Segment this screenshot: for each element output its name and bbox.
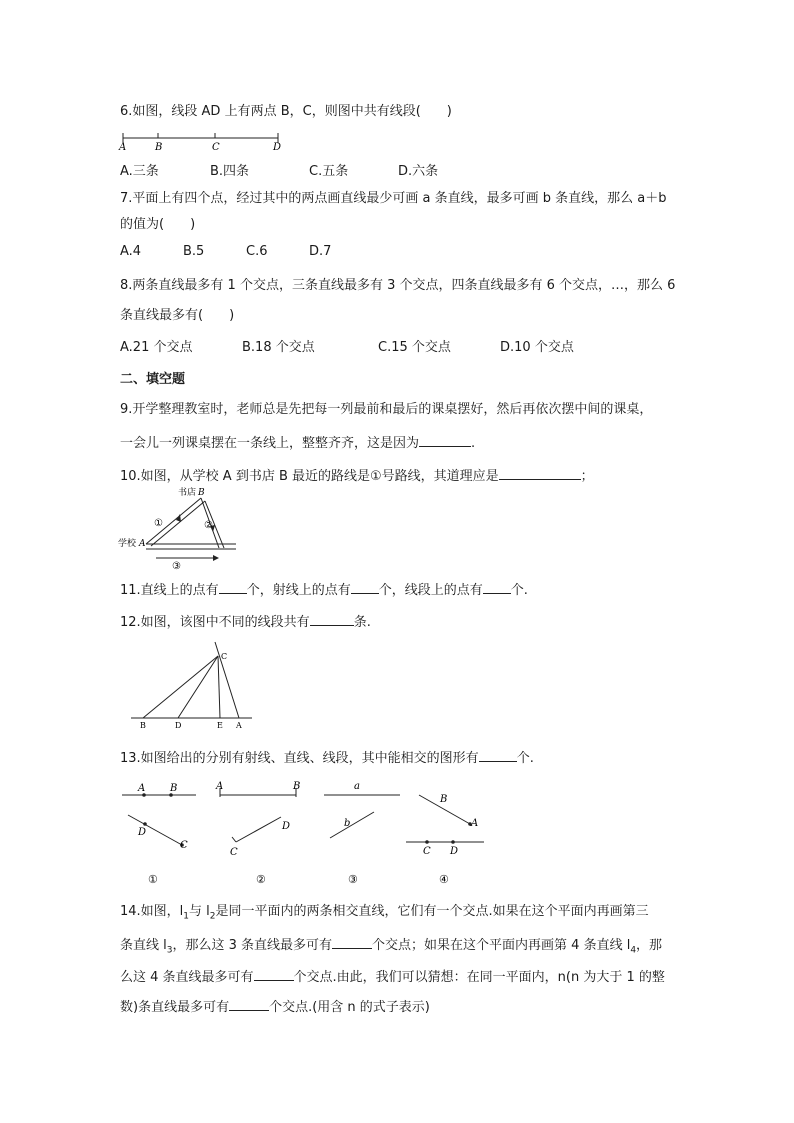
q14-l1-sub1: 1 [183, 911, 190, 922]
q13-answer-blank [479, 747, 517, 762]
q9-line1: 9.开学整理教室时，老师总是先把每一列最前和最后的课桌摆好，然后再依次摆中间的课桌， [120, 402, 653, 417]
q6-point-A: A [119, 142, 127, 153]
q13-caption-4: ④ [439, 873, 449, 886]
q6-option-b: B.四条 [210, 164, 250, 179]
q10-stem-text: 10.如图，从学校 A 到书店 B 最近的路线是①号路线，其道理应是 [120, 469, 499, 484]
q7-option-a: A.4 [120, 244, 142, 259]
q6-point-C: C [212, 142, 220, 153]
q6-point-D: D [273, 142, 282, 153]
q12-text-b: 条. [353, 615, 371, 630]
q10-answer-blank [499, 465, 581, 480]
q12-triangle-figure [128, 640, 258, 732]
q8-option-d: D.10 个交点 [500, 340, 574, 355]
q10-stem-end: ； [580, 469, 594, 484]
q11-blank-3 [483, 579, 511, 594]
q10-school-label: 学校 [118, 539, 137, 549]
q10-route-figure [118, 486, 238, 572]
q11-text-a: 11.直线上的点有 [120, 583, 219, 598]
q6-option-d: D.六条 [398, 164, 439, 179]
q13-f1-D: D [138, 827, 147, 838]
q13-f2-D: D [282, 821, 291, 832]
q14-l2-sub: 3 [166, 945, 173, 956]
q11-blank-1 [219, 579, 247, 594]
q11-blank-2 [351, 579, 379, 594]
q14-l1-a: 14.如图，l [120, 904, 184, 919]
q8-option-a: A.21 个交点 [120, 340, 193, 355]
section-heading-fill-blank: 二、填空题 [120, 372, 186, 387]
q14-l1-sub2: 2 [209, 911, 216, 922]
q14-line1 [120, 903, 649, 926]
q7-option-d: D.7 [309, 244, 332, 259]
q13-caption-3: ③ [348, 873, 358, 886]
q12-text-a: 12.如图，该图中不同的线段共有 [120, 615, 310, 630]
q7-line2: 的值为( ) [120, 217, 196, 232]
q12-point-A: A [236, 721, 242, 730]
q14-l2-d: ，那 [636, 938, 663, 953]
q12-point-E: E [217, 721, 223, 730]
q14-l4-a: 数)条直线最多可有 [120, 1000, 230, 1015]
q14-l2-a: 条直线 l [120, 938, 167, 953]
q14-l1-c: 是同一平面内的两条相交直线，它们有一个交点.如果在这个平面内再画第三 [215, 904, 649, 919]
q13-text-b: 个. [516, 751, 534, 766]
q6-option-a: A.三条 [120, 164, 159, 179]
q13-f4-C: C [423, 846, 431, 857]
q14-l2-b: ，那么这 3 条直线最多可有 [172, 938, 333, 953]
q11-stem [120, 579, 528, 600]
q14-l2-c: 个交点；如果在这个平面内再画第 4 条直线 l [372, 938, 631, 953]
q14-l3-a: 么这 4 条直线最多可有 [120, 970, 254, 985]
q13-f4-D: D [450, 846, 459, 857]
q9-answer-blank [419, 432, 471, 447]
q13-f3-a: a [354, 781, 360, 792]
q13-f1-B: B [170, 783, 178, 794]
q7-option-c: C.6 [246, 244, 268, 259]
q8-option-b: B.18 个交点 [242, 340, 315, 355]
q13-stem [120, 747, 534, 768]
q12-stem [120, 611, 371, 632]
q14-l2-sub2: 4 [630, 945, 637, 956]
q7-line1: 7.平面上有四个点，经过其中的两点画直线最少可画 a 条直线，最多可画 b 条直线，那么 a＋b [120, 191, 667, 206]
q14-line4 [120, 996, 430, 1017]
q12-point-C: C [221, 652, 228, 661]
q14-blank-1 [332, 934, 372, 949]
q13-caption-1: ① [148, 873, 158, 886]
q7-option-b: B.5 [183, 244, 205, 259]
q14-line3 [120, 966, 665, 987]
q12-answer-blank [310, 611, 354, 626]
q13-figures [118, 775, 498, 890]
q9-line2 [120, 432, 475, 453]
q6-option-c: C.五条 [309, 164, 349, 179]
q9-line2-text: 一会儿一列课桌摆在一条线上，整整齐齐，这是因为 [120, 436, 420, 451]
q10-point-A: A [139, 539, 146, 549]
q11-text-b: 个，射线上的点有 [246, 583, 351, 598]
q13-f4-A: A [471, 818, 479, 829]
q13-f1-A: A [138, 783, 146, 794]
q14-l1-b: 与 l [189, 904, 210, 919]
q11-text-c: 个，线段上的点有 [378, 583, 483, 598]
q13-caption-2: ② [256, 873, 266, 886]
q10-route-1: ① [154, 518, 163, 529]
q13-text-a: 13.如图给出的分别有射线、直线、线段，其中能相交的图形有 [120, 751, 479, 766]
q10-point-B: B [198, 488, 205, 498]
q10-shop-label: 书店 [178, 488, 197, 498]
q13-f2-A: A [216, 781, 224, 792]
q14-blank-3 [229, 996, 269, 1011]
q12-point-D: D [175, 721, 182, 730]
q6-segment-figure [118, 130, 288, 152]
q11-text-d: 个. [510, 583, 528, 598]
q13-f4-B: B [440, 794, 448, 805]
q14-l3-b: 个交点.由此，我们可以猜想：在同一平面内，n(n 为大于 1 的整 [293, 970, 665, 985]
q13-f2-B: B [293, 781, 301, 792]
q13-f2-C: C [230, 847, 238, 858]
q10-stem [120, 465, 594, 486]
q8-option-c: C.15 个交点 [378, 340, 451, 355]
q10-route-2: ② [204, 520, 213, 531]
q13-f1-C: C [180, 840, 188, 851]
q13-f3-b: b [344, 818, 351, 829]
q9-line2-end: . [471, 436, 476, 451]
q8-line1: 8.两条直线最多有 1 个交点，三条直线最多有 3 个交点，四条直线最多有 6 个交点，…，那么 6 [120, 278, 676, 293]
q12-point-B: B [140, 721, 146, 730]
q14-line2 [120, 934, 662, 960]
q6-stem: 6.如图，线段 AD 上有两点 B，C，则图中共有线段( ) [120, 104, 452, 119]
q8-line2: 条直线最多有( ) [120, 308, 235, 323]
q14-blank-2 [254, 966, 294, 981]
q14-l4-b: 个交点.(用含 n 的式子表示) [269, 1000, 430, 1015]
q6-point-B: B [155, 142, 163, 153]
q10-route-3: ③ [172, 561, 181, 572]
